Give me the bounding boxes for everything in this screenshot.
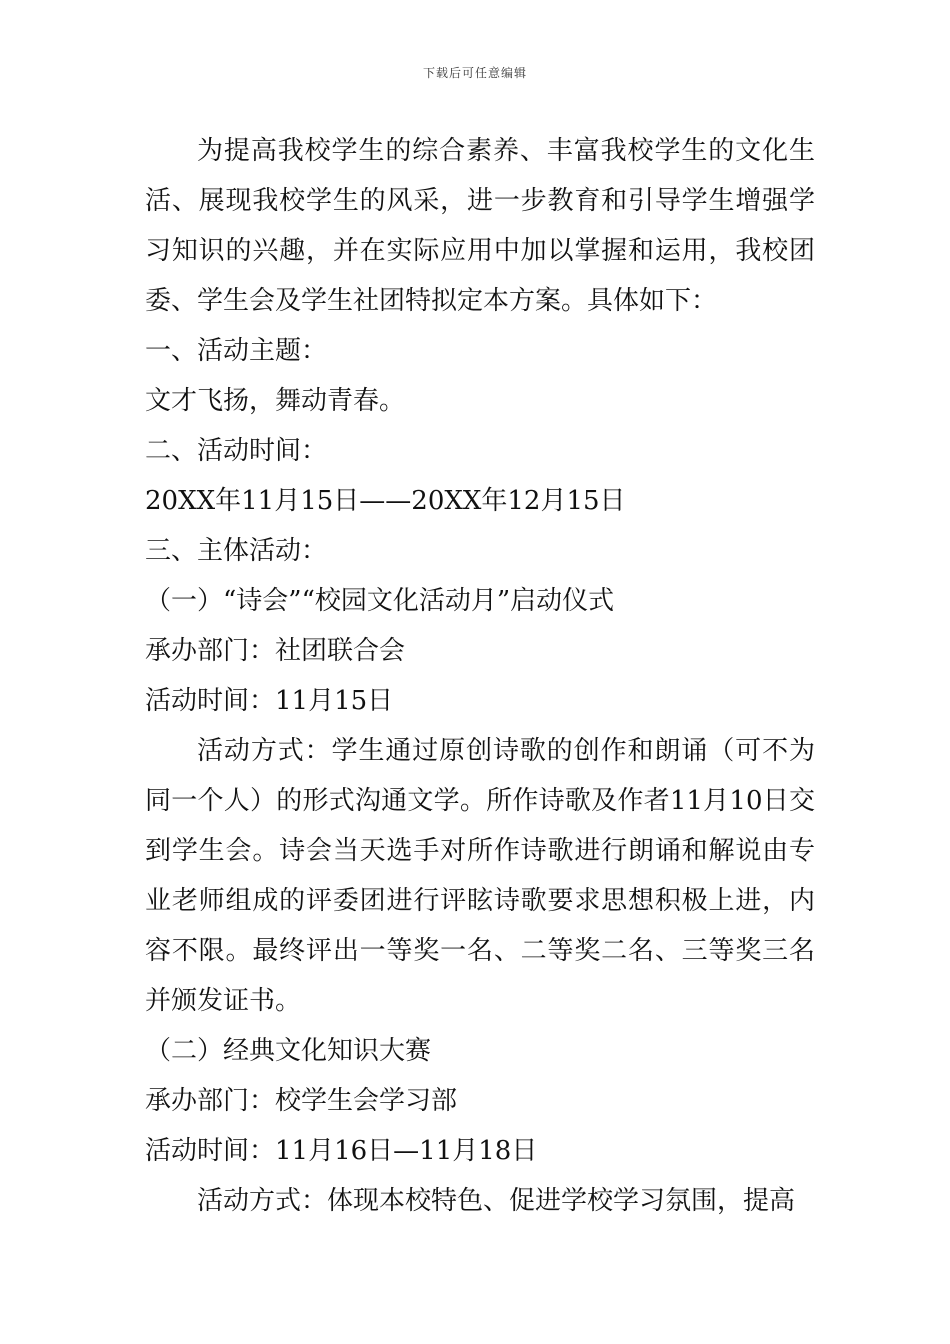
section-2-heading: 二、活动时间： (145, 436, 328, 466)
activity-2-method: 活动方式：体现本校特色、促进学校学习氛围，提高 (197, 1186, 796, 1216)
activity-theme: 文才飞扬，舞动青春。 (145, 386, 406, 416)
activity-1-method: 活动方式：学生通过原创诗歌的创作和朗诵（可不为同一个人）的形式沟通文学。所作诗歌及作者11月10日交到学生会。诗会当天选手对所作诗歌进行朗诵和解说由专业老师组成的评委团进行评眩诗歌要求思想积极上进，内容不限。最终评出一等奖一名、二等奖二名、三等奖三名并颁发证书。 (145, 736, 815, 1016)
activity-1-title: （一）“诗会”“校园文化活动月”启动仪式 (145, 586, 615, 616)
activity-period: 20XX年11月15日——20XX年12月15日 (145, 486, 626, 516)
activity-2-time: 活动时间：11月16日—11月18日 (145, 1136, 538, 1166)
section-3-heading: 三、主体活动： (145, 536, 328, 566)
section-1-heading: 一、活动主题： (145, 336, 328, 366)
activity-1-time: 活动时间：11月15日 (145, 686, 394, 716)
header-note: 下载后可任意编辑 (422, 66, 527, 80)
activity-2-department: 承办部门：校学生会学习部 (145, 1086, 458, 1116)
activity-1-department: 承办部门：社团联合会 (145, 636, 406, 666)
activity-2-title: （二）经典文化知识大赛 (145, 1036, 432, 1066)
intro-paragraph: 为提高我校学生的综合素养、丰富我校学生的文化生活、展现我校学生的风采，进一步教育和引导学生增强学习知识的兴趣，并在实际应用中加以掌握和运用，我校团委、学生会及学生社团特拟定本方案。具体如下： (145, 136, 815, 316)
document-body (145, 126, 815, 1226)
